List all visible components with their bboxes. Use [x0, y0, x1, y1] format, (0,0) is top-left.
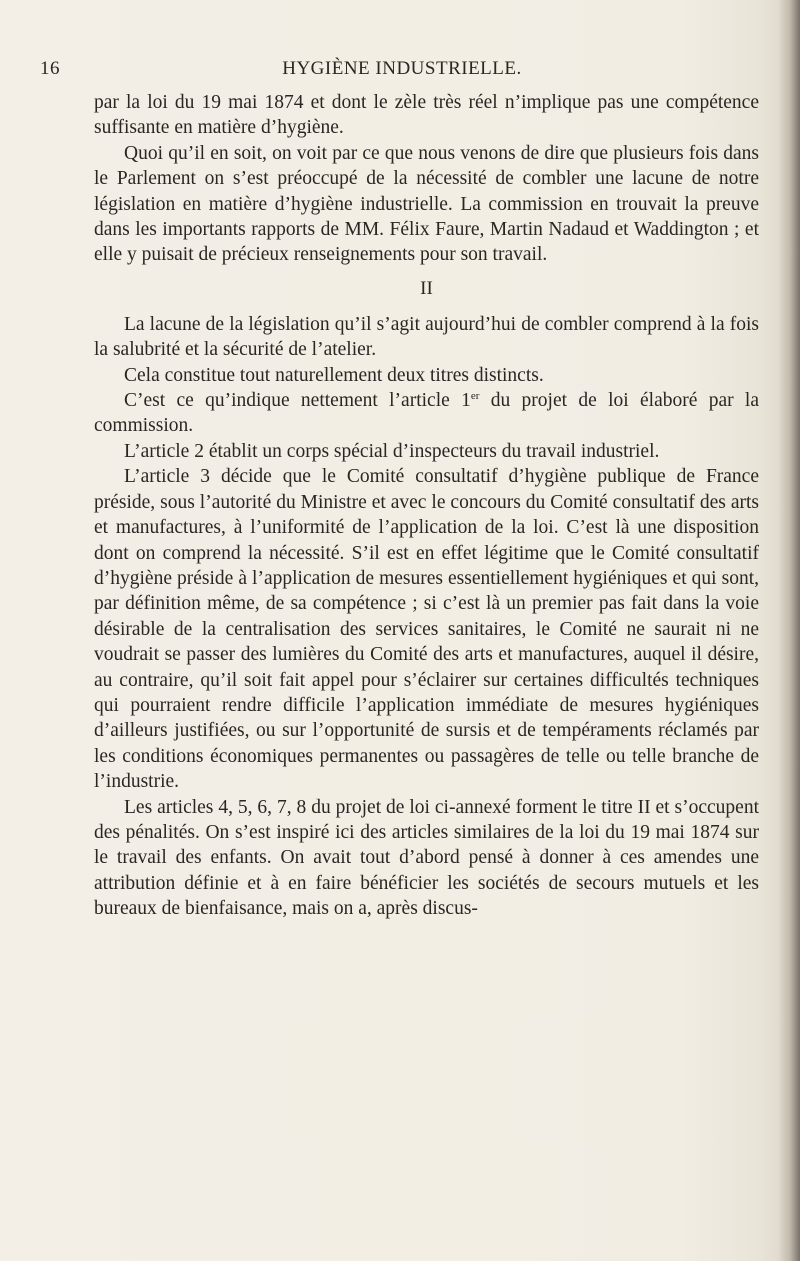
paragraph: L’article 3 décide que le Comité consultatif d’hygiène publique de France préside, sous l’autorité du Ministre et avec le concours du Comité consultatif des arts et manufactures, à l’uniformité de l’application de la loi. C’est là une disposition dont on comprend la nécessité. S’il est en effet légitime que le Comité consultatif d’hygiène préside à l’application de mesures essentiellement hygiéniques et qui sont, par définition même, de sa compétence ; si c’est là un premier pas fait dans la voie désirable de la centralisation des services sanitaires, le Comité ne saurait ni ne voudrait se passer des lumières du Comité des arts et manufactures, auquel il désire, au contraire, qu’il soit fait appel pour s’éclairer sur certaines difficultés techniques qui pourraient rendre difficile l’application immédiate de mesures hygiéniques d’ailleurs justifiées, ou sur l’opportunité de sursis et de tempéraments réclamés par les conditions économiques permanentes ou passagères de telle ou telle branche de l’industrie.: [94, 466, 759, 793]
running-head: [40, 58, 764, 82]
running-title: HYGIÈNE INDUSTRIELLE.: [282, 58, 522, 79]
paragraph-text: C’est ce qu’indique nettement l’article 1: [124, 390, 471, 412]
page-number: 16: [40, 58, 60, 79]
paragraph: Cela constitue tout naturellement deux titres distincts.: [124, 364, 544, 386]
paragraph: [94, 388, 759, 439]
paragraph: La lacune de la législation qu’il s’agit aujourd’hui de combler comprend à la fois la salubrité et la sécurité de l’atelier.: [94, 313, 759, 361]
paragraph-continuation: par la loi du 19 mai 1874 et dont le zèle très réel n’implique pas une compétence suffisante en matière d’hygiène.: [94, 92, 759, 139]
paragraph-text: du projet de loi élaboré par la commission.: [94, 390, 759, 437]
body-text: [94, 90, 759, 922]
page-binding-edge: [778, 0, 800, 1261]
section-numeral: II: [420, 277, 433, 299]
paragraph: Quoi qu’il en soit, on voit par ce que nous venons de dire que plusieurs fois dans le Parlement on s’est préoccupé de la nécessité de combler une lacune de notre législation en matière d’hygiène industrielle. La commission en trouvait la preuve dans les importants rapports de MM. Félix Faure, Martin Nadaud et Waddington ; et elle y puisait de précieux renseignements pour son travail.: [94, 142, 759, 266]
paragraph: Les articles 4, 5, 6, 7, 8 du projet de loi ci-annexé forment le titre II et s’occupent des pénalités. On s’est inspiré ici des articles similaires de la loi du 19 mai 1874 sur le travail des enfants. On avait tout d’abord pensé à donner à ces amendes une attribution définie et à en faire bénéficier les sociétés de secours mutuels et les bureaux de bienfaisance, mais on a, après discus-: [94, 796, 759, 920]
paragraph: L’article 2 établit un corps spécial d’inspecteurs du travail industriel.: [124, 440, 660, 462]
superscript: er: [470, 390, 480, 403]
